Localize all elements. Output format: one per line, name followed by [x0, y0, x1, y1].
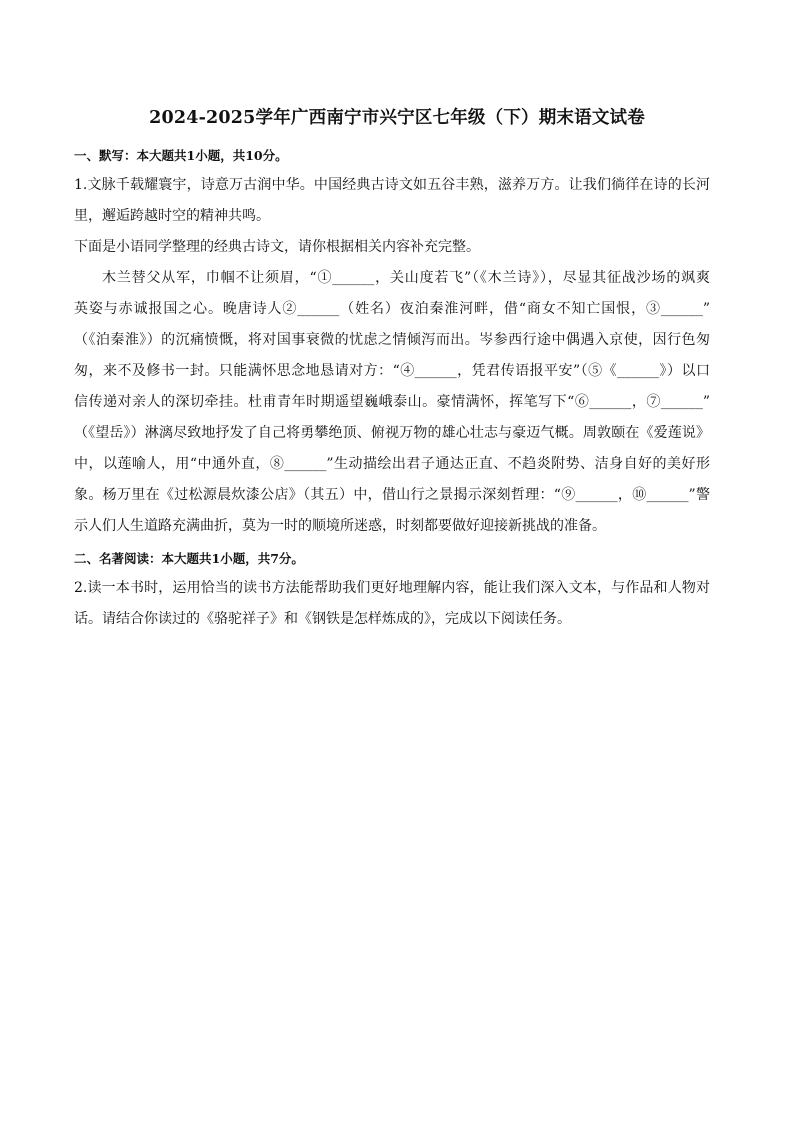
passage-line: 英姿与赤诚报国之心。晚唐诗人②______（姓名）夜泊秦淮河畔，借“商女不知亡国恨，③______” — [74, 301, 710, 317]
question-1-line: 1.文脉千载耀寰宇，诗意万古润中华。中国经典古诗文如五谷丰熟，滋养万方。让我们徜徉在诗的长河 — [74, 177, 710, 193]
exam-title: 2024-2025学年广西南宁市兴宁区七年级（下）期末语文试卷 — [149, 108, 645, 128]
question-1-line: 里，邂逅跨越时空的精神共鸣。 — [74, 208, 270, 224]
section-heading-reading: 二、名著阅读：本大题共1小题，共7分。 — [74, 551, 304, 566]
passage-line: 匆，来不及修书一封。只能满怀思念地恳请对方：“④______，凭君传语报平安”（⑤《______》）以口 — [74, 363, 710, 379]
question-1-line: 下面是小语同学整理的经典古诗文，请你根据相关内容补充完整。 — [74, 239, 480, 255]
passage-line: （《泊秦淮》）的沉痛愤慨，将对国事衰微的忧虑之情倾泻而出。岑参西行途中偶遇入京使，因行色匆 — [74, 332, 710, 348]
question-2-line: 话。请结合你读过的《骆驼祥子》和《钢铁是怎样炼成的》，完成以下阅读任务。 — [74, 611, 571, 627]
passage-line: 中，以莲喻人，用“中通外直，⑧______”生动描绘出君子通达正直、不趋炎附势、洁身自好的美好形 — [74, 456, 710, 472]
passage-line: 信传递对亲人的深切牵挂。杜甫青年时期遥望巍峨泰山。豪情满怀，挥笔写下“⑥______，⑦______” — [74, 394, 710, 410]
passage-line: 木兰替父从军，巾帼不让须眉，“①______，关山度若飞”（《木兰诗》），尽显其征战沙场的飒爽 — [102, 270, 710, 286]
passage-line: 示人们人生道路充满曲折，莫为一时的顺境所迷惑，时刻都要做好迎接新挑战的准备。 — [74, 518, 606, 534]
section-heading-dictation: 一、默写：本大题共1小题，共10分。 — [74, 148, 288, 163]
question-2-line: 2.读一本书时，运用恰当的读书方法能帮助我们更好地理解内容，能让我们深入文本，与作品和人物对 — [74, 580, 710, 596]
passage-line: （《望岳》）淋漓尽致地抒发了自己将勇攀绝顶、俯视万物的雄心壮志与豪迈气概。周敦颐在《爱莲说》 — [74, 425, 710, 441]
passage-line: 象。杨万里在《过松源晨炊漆公店》（其五）中，借山行之景揭示深刻哲理：“⑨______，⑩______”警 — [74, 487, 710, 503]
